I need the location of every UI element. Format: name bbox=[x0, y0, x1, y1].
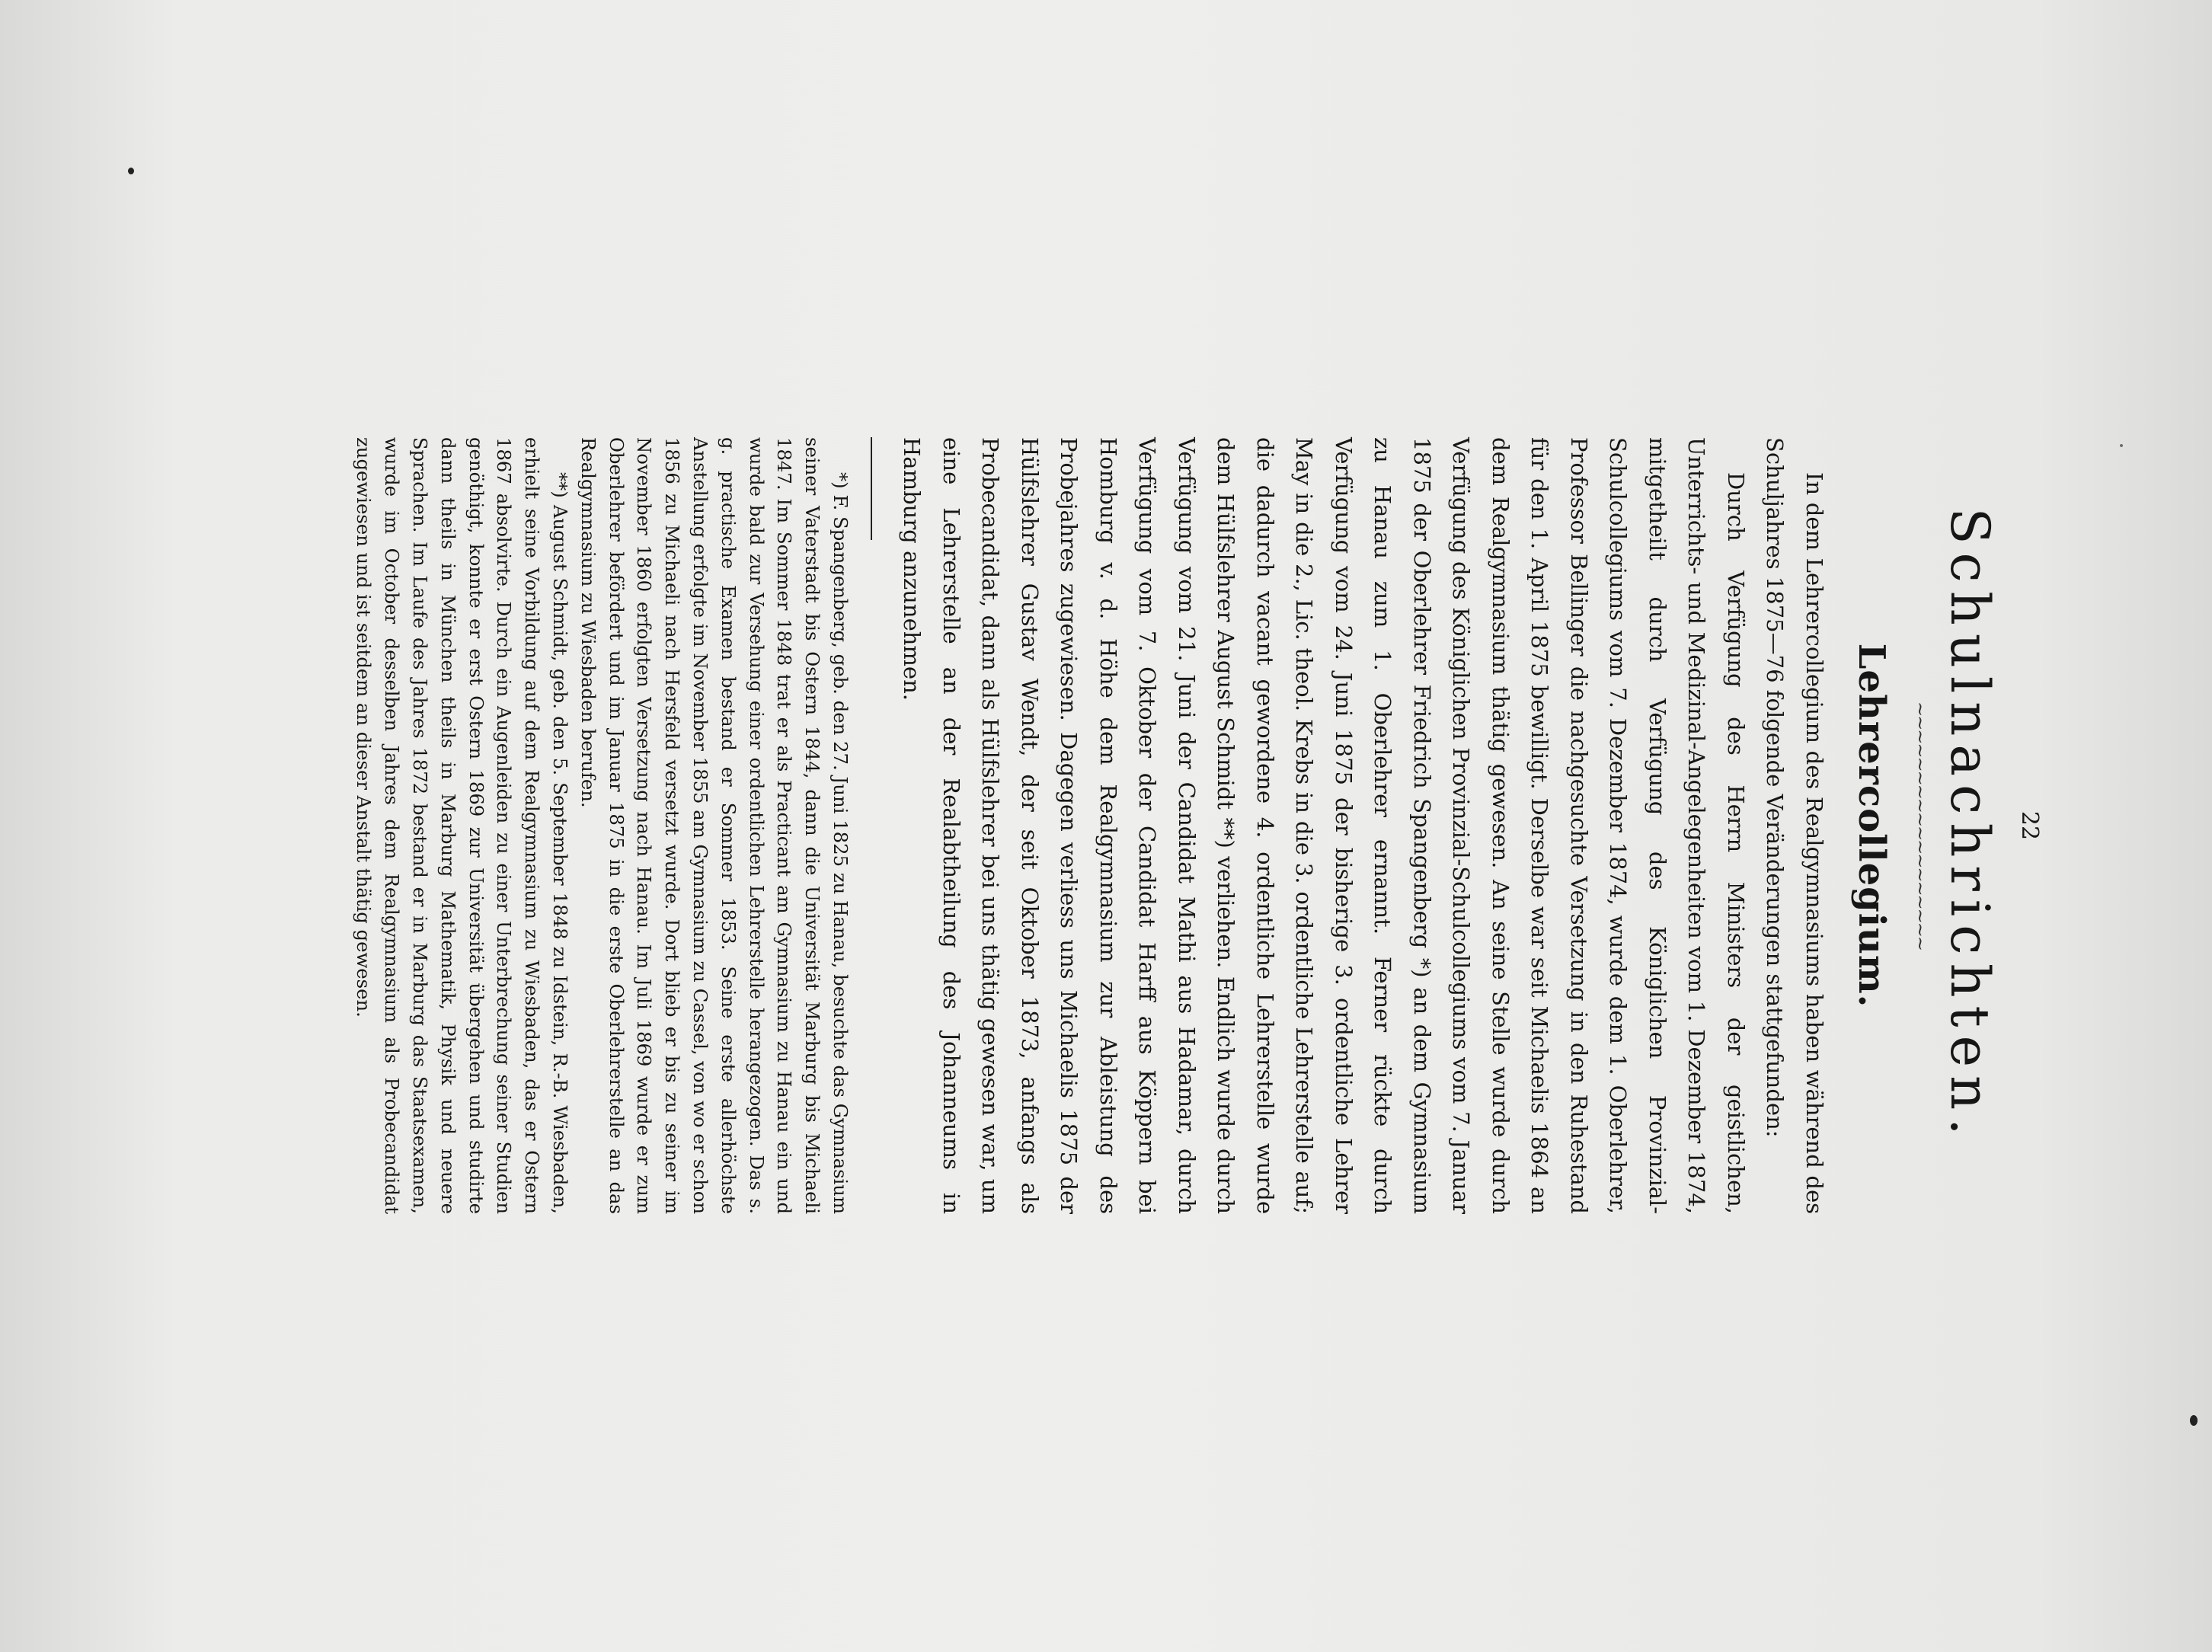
footnote-schmidt: **) August Schmidt, geb. den 5. September 1848 zu Idstein, R.-B. Wiesbaden, erhielt seine Vorbildung auf dem Realgymnasium zu Wiesbaden, das er Ostern 1867 absolvirte. Durch ein Augenleiden zu einer Unterbrechung seiner Studien genöthigt, konnte er erst Ostern 1869 zur Universität übergehen und studirte dann theils in München theils in Marburg Mathematik, Physik und neuere Sprachen. Im Laufe des Jahres 1872 bestand er in Marburg das Staatsexamen, wurde im October desselben Jahres dem Realgymnasium als Probecandidat zugewiesen und ist seitdem an dieser Anstalt thätig gewesen. bbox=[353, 437, 572, 1214]
dust-speck bbox=[2120, 444, 2123, 447]
document-page bbox=[131, 186, 2081, 1465]
title-ornament: ~~~~~~~~~~~~~~~~~~ bbox=[1910, 701, 1931, 950]
footnote-spangenberg: *) F. Spangenberg, geb. den 27. Juni 1825 zu Hanau, besuchte das Gymnasium seiner Vaterstadt bis Ostern 1844, dann die Universität Marburg bis Michaeli 1847. Im Sommer 1848 trat er als Practicant am Gymnasium zu Hanau ein und wurde bald zur Versehung einer ordentlichen Lehrerstelle herangezogen. Das s. g. practische Examen bestand er Sommer 1853. Seine erste allerhöchste Anstellung erfolgte im November 1855 am Gymnasium zu Cassel, von wo er schon 1856 zu Michaeli nach Hersfeld versetzt wurde. Dort blieb er bis zu seiner im November 1860 erfolgten Versetzung nach Hanau. Im Juli 1869 wurde er zum Oberlehrer befördert und im Januar 1875 in die erste Oberlehrerstelle an das Realgymnasium zu Wiesbaden berufen. bbox=[577, 437, 852, 1214]
footnote-divider bbox=[871, 437, 872, 540]
intro-paragraph: In dem Lehrercollegium des Realgymnasiums haben während des Schuljahres 1875—76 folgende Veränderungen stattgefunden: bbox=[1762, 437, 1827, 1214]
page-number: 22 bbox=[2016, 810, 2043, 841]
dust-speck bbox=[2190, 1415, 2198, 1426]
main-paragraph: Durch Verfügung des Herrn Ministers der geistlichen, Unterrichts- und Medizinal-Angelegenheiten vom 1. Dezember 1874, mitgetheilt durch Verfügung des Königlichen Provinzial-Schulcollegiums vom 7. Dezember 1874, wurde dem 1. Oberlehrer, Professor Bellinger die nachgesuchte Versetzung in den Ruhestand für den 1. April 1875 bewilligt. Derselbe war seit Michaelis 1864 an dem Realgymnasium thätig gewesen. An seine Stelle wurde durch Verfügung des Königlichen Provinzial-Schulcollegiums vom 7. Januar 1875 der Oberlehrer Friedrich Spangenberg *) an dem Gymnasium zu Hanau zum 1. Oberlehrer ernannt. Ferner rückte durch Verfügung vom 24. Juni 1875 der bisherige 3. ordentliche Lehrer May in die 2., Lic. theol. Krebs in die 3. ordentliche Lehrerstelle auf; die dadurch vacant gewordene 4. ordentliche Lehrerstelle wurde dem Hülfslehrer August Schmidt **) verliehen. Endlich wurde durch Verfügung vom 21. Juni der Candidat Mathi aus Hadamar, durch Verfügung vom 7. Oktober der Candidat Harff aus Köppern bei Homburg v. d. Höhe dem Realgymnasium zur Ableistung des Probejahres zugewiesen. Dagegen verliess uns Michaelis 1875 der Hülfslehrer Gustav Wendt, der seit Oktober 1873, anfangs als Probecandidat, dann als Hülfslehrer bei uns thätig gewesen war, um eine Lehrerstelle an der Realabtheilung des Johanneums in Hamburg anzunehmen. bbox=[899, 437, 1749, 1214]
section-title: Lehrercollegium. bbox=[1850, 643, 1893, 1008]
page-title: Schulnachrichten. bbox=[1939, 507, 2001, 1144]
dust-speck bbox=[128, 168, 134, 174]
